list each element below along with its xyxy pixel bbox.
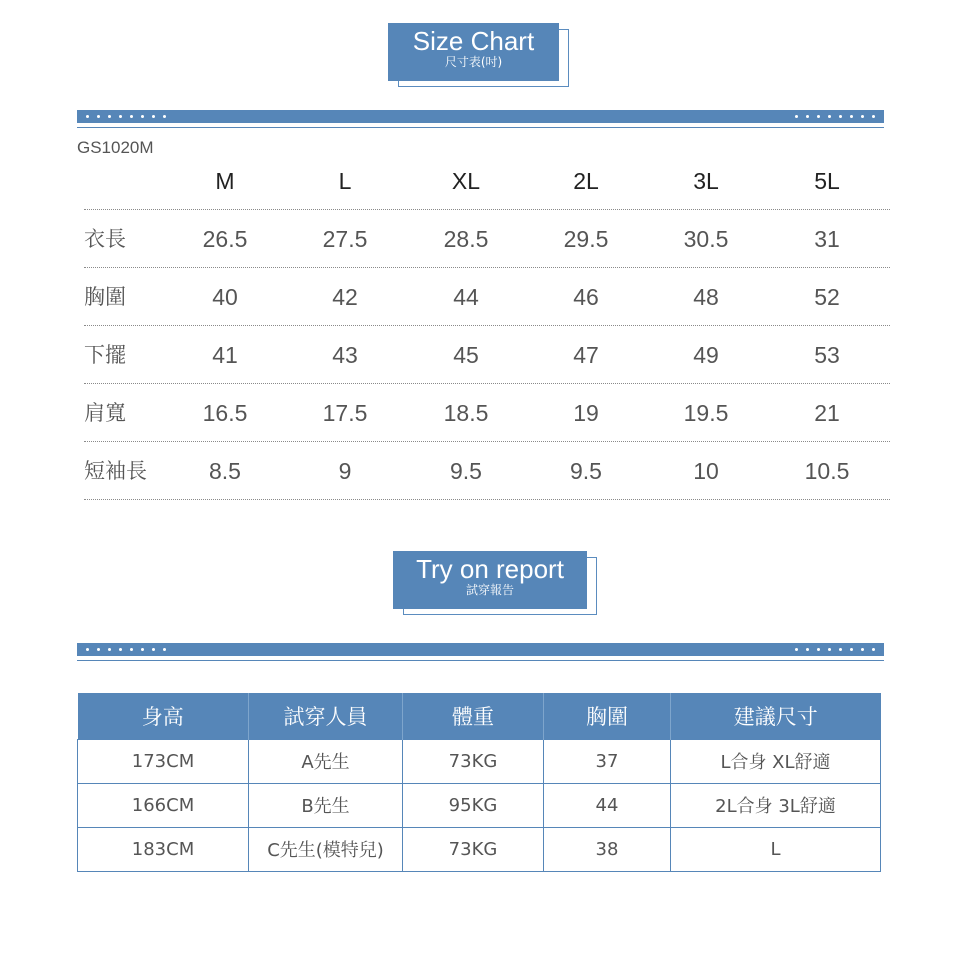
size-header-cell: 3L	[693, 168, 719, 194]
size-value: 26.5	[202, 226, 248, 252]
size-row-label: 下擺	[84, 343, 126, 367]
size-value: 46	[573, 284, 599, 310]
cell-height: 183CM	[78, 827, 249, 871]
header-chest: 胸圍	[544, 693, 671, 739]
size-value: 49	[693, 342, 719, 368]
size-value: 19.5	[683, 400, 729, 426]
size-value: 17.5	[322, 400, 368, 426]
size-chart-subtitle: 尺寸表(吋)	[444, 55, 503, 69]
size-value: 10.5	[804, 458, 850, 484]
size-row-label: 短袖長	[84, 459, 147, 483]
try-on-title: Try on report	[416, 554, 564, 584]
size-header-cell: 5L	[814, 168, 840, 194]
size-table	[84, 152, 890, 500]
size-value: 48	[693, 284, 719, 310]
table-row	[78, 827, 881, 871]
band-dots-left	[86, 110, 166, 123]
band-underline	[77, 127, 884, 128]
size-row	[84, 384, 890, 442]
size-header-cell: XL	[451, 168, 481, 194]
cell-weight: 73KG	[403, 827, 544, 871]
cell-height: 173CM	[78, 739, 249, 783]
size-value: 47	[573, 342, 599, 368]
cell-suggested-size: 2L合身 3L舒適	[671, 783, 881, 827]
header-suggested-size: 建議尺寸	[671, 693, 881, 739]
size-value: 27.5	[322, 226, 368, 252]
header-weight: 體重	[403, 693, 544, 739]
cell-suggested-size: L合身 XL舒適	[671, 739, 881, 783]
size-value: 9	[338, 458, 352, 484]
size-value: 53	[814, 342, 840, 368]
size-header-cell: 2L	[573, 168, 599, 194]
size-value: 9.5	[450, 458, 482, 484]
size-value: 10	[693, 458, 719, 484]
size-header-row	[84, 152, 890, 210]
size-row-label: 肩寬	[84, 401, 126, 425]
band-dots-right	[795, 643, 875, 656]
size-value: 18.5	[443, 400, 489, 426]
product-code: GS1020M	[77, 138, 154, 157]
size-chart-heading	[388, 23, 559, 81]
heading-box	[388, 23, 559, 81]
cell-chest: 37	[544, 739, 671, 783]
header-tester: 試穿人員	[249, 693, 403, 739]
size-value: 44	[453, 284, 479, 310]
size-value: 19	[573, 400, 599, 426]
try-header-row	[78, 693, 881, 739]
decorative-band	[77, 643, 884, 656]
size-value: 8.5	[209, 458, 241, 484]
cell-weight: 95KG	[403, 783, 544, 827]
size-value: 9.5	[570, 458, 602, 484]
cell-tester: B先生	[249, 783, 403, 827]
size-row	[84, 442, 890, 500]
size-value: 21	[814, 400, 840, 426]
try-on-table	[77, 693, 881, 872]
size-value: 16.5	[202, 400, 248, 426]
table-row	[78, 739, 881, 783]
cell-tester: A先生	[249, 739, 403, 783]
size-row	[84, 210, 890, 268]
size-header-cell: M	[215, 168, 235, 194]
size-value: 41	[212, 342, 238, 368]
size-value: 52	[814, 284, 840, 310]
size-value: 31	[814, 226, 840, 252]
heading-box	[393, 551, 587, 609]
size-header-cell: L	[338, 168, 352, 194]
size-value: 29.5	[563, 226, 609, 252]
cell-weight: 73KG	[403, 739, 544, 783]
cell-suggested-size: L	[671, 827, 881, 871]
header-height: 身高	[78, 693, 249, 739]
size-value: 42	[332, 284, 358, 310]
try-on-subtitle: 試穿報告	[465, 583, 514, 597]
band-dots-left	[86, 643, 166, 656]
size-row-label: 衣長	[84, 227, 126, 251]
decorative-band	[77, 110, 884, 123]
size-value: 28.5	[443, 226, 489, 252]
band-underline	[77, 660, 884, 661]
size-row-label: 胸圍	[84, 285, 126, 309]
size-value: 40	[212, 284, 238, 310]
size-value: 45	[453, 342, 479, 368]
try-on-heading	[393, 551, 587, 609]
cell-chest: 44	[544, 783, 671, 827]
band-dots-right	[795, 110, 875, 123]
size-value: 30.5	[683, 226, 729, 252]
cell-height: 166CM	[78, 783, 249, 827]
size-row	[84, 268, 890, 326]
cell-chest: 38	[544, 827, 671, 871]
table-row	[78, 783, 881, 827]
size-chart-title: Size Chart	[412, 26, 535, 56]
size-value: 43	[332, 342, 358, 368]
cell-tester: C先生(模特兒)	[249, 827, 403, 871]
size-row	[84, 326, 890, 384]
